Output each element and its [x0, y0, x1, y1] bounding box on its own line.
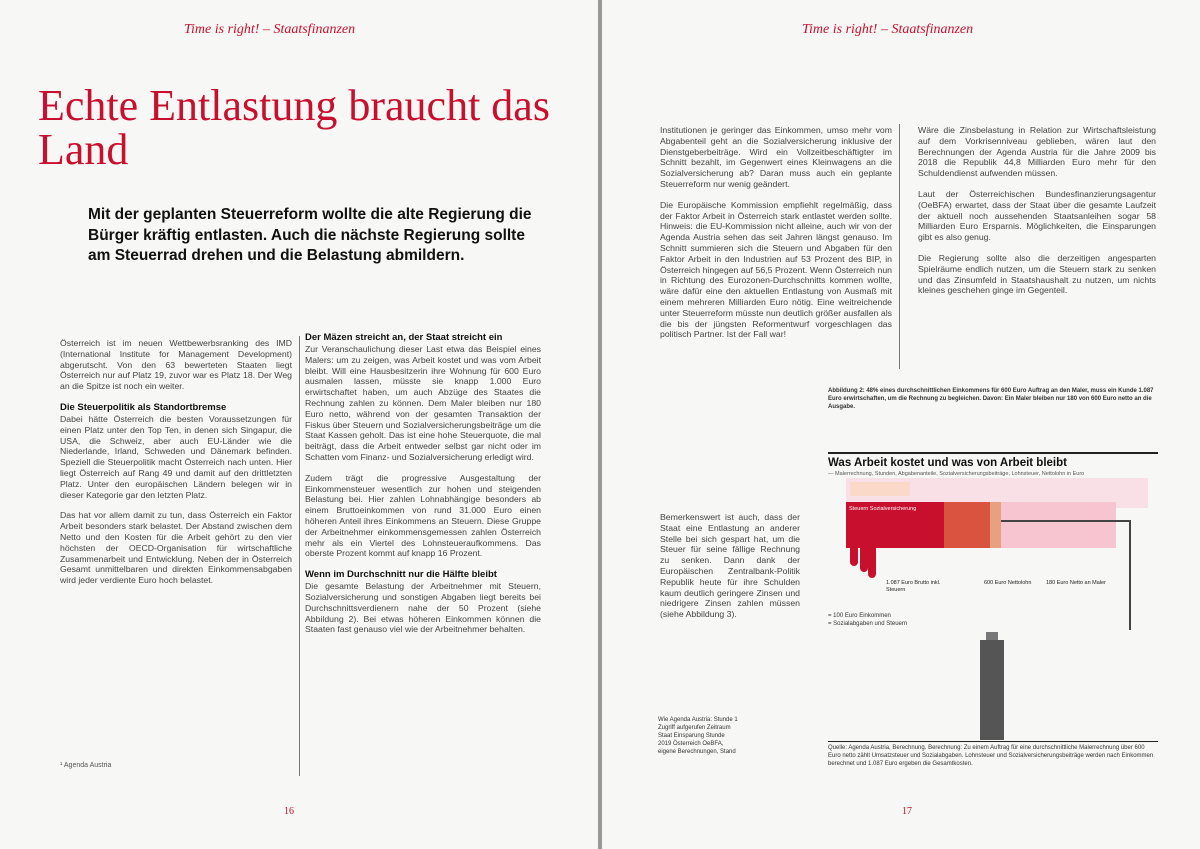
paint-drip [868, 548, 876, 578]
paragraph: Institutionen je geringer das Einkommen, umso mehr vom Abgabenteil geht an die Sozialversicherung inklusive der Dienstgeberbeiträge. Wird ein Vollzeitbeschäftigter im Schnitt bezahlt, im Gegenwert eines Kleinwagens an die Sozialversicherung ab? Daran muss auch ein geplante Steuerreform nur wenig geändert. [660, 125, 892, 189]
page-number: 17 [902, 806, 912, 817]
paint-drip [860, 548, 868, 572]
subheading: Wenn im Durchschnitt nur die Hälfte bleibt [305, 569, 497, 581]
figure-caption: Abbildung 2: 48% eines durchschnittlichen Einkommens für 600 Euro Auftrag an den Maler, muss ein Kunde 1.087 Euro erwirtschaften, um die Rechnung zu begleichen. Davon: Ein Maler bleiben nur 180 von 600 Euro netto an die Ausgabe. [828, 388, 1154, 410]
chart-legend [828, 612, 958, 628]
running-title: Time is right! – Staatsfinanzen [184, 22, 356, 37]
chart-subtitle: — Malerrechnung, Stunden, Abgabenanteile, Sozialversicherungsbeiträge, Lohnsteuer, Nettolohn in Euro [828, 471, 1085, 477]
chart-annotation: 1.087 Euro Brutto inkl. Steuern [886, 580, 941, 593]
bar-segment-label: Steuern Sozialversicherung [849, 506, 917, 512]
paragraph: Bemerkenswert ist auch, dass der Staat eine Entlastung an anderer Stelle bei sich gespart hat, um die Steuer für seine fällige Rechnung zu senken. Dann dank der Europäischen Zentralbank-Politik Republik heute für ihre Schulden kaum deutlich geringere Zinsen und niedrigere Zinsen zahlen müssen (siehe Abbildung 3). [660, 512, 800, 620]
bar-segment [990, 502, 1001, 548]
chart-title: Was Arbeit kostet und was von Arbeit bleibt [828, 457, 1067, 469]
roller-handle-vertical [1129, 520, 1131, 630]
paragraph: Laut der Österreichischen Bundesfinanzierungsagentur (OeBFA) erwartet, dass der Staat über die gesamte Laufzeit der aktuell noch aussehenden Staatsanleihen sogar 58 Milliarden Euro Ersparnis. Möglichkeiten, die Einsparungen gibt es also genug. [918, 188, 1156, 243]
right-page [602, 0, 1200, 849]
paragraph: Die Regierung sollte also die derzeitigen angesparten Spielräume endlich nutzen, um die Steuern stark zu senken und das Zinsumfeld in Staatshaushalt zu nutzen, um nichts kleines geschehen ginge im Gegenteil. [918, 252, 1156, 296]
paragraph: Das hat vor allem damit zu tun, dass Österreich ein Faktor Arbeit besonders stark belastet. Der Abstand zwischen dem Netto und den Kosten für die Arbeit gehört zu den vier höchsten der OECD-Organisation für wirtschaftliche Zusammenarbeit und Entwicklung. Neben der in Österreich Gesamt unmittelbaren und direkten Einkommensabgaben wird jeder verdiente Euro hoch belastet. [60, 510, 292, 586]
subheading: Die Steuerpolitik als Standortbremse [60, 401, 227, 413]
article-lead: Mit der geplanten Steuerreform wollte die alte Regierung die Bürger kräftig entlasten. Auch die nächste Regierung sollte am Steuerrad drehen und die Belastung abmildern. [88, 206, 532, 264]
chart-label-bg [850, 482, 910, 496]
roller-handle [1001, 520, 1131, 522]
running-title: Time is right! – Staatsfinanzen [802, 22, 974, 37]
chart-annotation: 600 Euro Nettolohn [984, 580, 1032, 586]
column-divider [299, 336, 300, 776]
paint-drip [850, 548, 858, 566]
left-column-1 [60, 338, 292, 596]
paint-roller-illustration [980, 640, 1004, 740]
column-divider [899, 124, 900, 369]
chart-annotation: 180 Euro Netto an Maler [1046, 580, 1106, 586]
paragraph: Die Europäische Kommission empfiehlt regelmäßig, dass der Faktor Arbeit in Österreich stark entlastet werden sollte. Hinweis: die EU-Kommission nicht alleine, auch wir von der Agenda Austria sehen das seit Jahren längst genauso. Im Schnitt summieren sich die Steuern und Abgaben für den Faktor Arbeit in den Industrien auf 53 Prozent des BIP, in Österreich hingegen auf 56,5 Prozent. Wenn Österreich nun in Richtung des Eurozonen-Durchschnitts kommen wollte, wäre dafür eine den aktuellen Entlastung von Ausmaß mit einem mehreren Milliarden Euro nötig. Eine weitreichende unter Steuerreform müsste nun deutlich größer ausfallen als die bis der jüngsten Reformentwurf vorgeschlagen das politisch Partner. Ist der Fall war! [660, 199, 892, 340]
paragraph: Österreich ist im neuen Wettbewerbsranking des IMD (International Institute for Management Development) abgerutscht. Von den 63 bewerteten Staaten liegt Österreich nur auf Platz 19, zuvor war es Platz 18. Der Weg an die Spitze ist noch ein weiter. [60, 338, 292, 392]
right-column-1-tail [660, 512, 800, 630]
article-headline: Echte Entlastung braucht das Land [38, 81, 550, 174]
legend-item: = Sozialabgaben und Steuern [828, 621, 908, 627]
figure-rule [828, 452, 1158, 454]
paragraph: Wäre die Zinsbelastung in Relation zur Wirtschaftsleistung auf dem Vorkrisenniveau geblieben, wären laut den Berechnungen der Agenda Austria für die Jahre 2009 bis 2018 die Republik 44,8 Milliarden Euro mehr für den Schuldendienst aufwenden müssen. [918, 125, 1156, 179]
figure-source: Quelle: Agenda Austria, Berechnung. Berechnung: Zu einem Auftrag für eine durchschnittliche Malerrechnung über 600 Euro netto zählt Umsatzsteuer und Sozialabgaben. Lohnsteuer und Sozialversicherungsbeiträge werden nach Einkommen berechnet und 1.087 Euro ergeben die Gesamtkosten. [828, 745, 1154, 767]
subheading: Der Mäzen streicht an, der Staat streicht ein [305, 332, 503, 343]
side-note: Wie Agenda Austria: Stunde 1 Zugriff aufgerufen Zeitraum Staat Einsparung Stunde 2019 Österreich OeBFA, eigene Berechnungen, Stand [658, 717, 738, 755]
paint-roller-cap [986, 632, 998, 640]
paragraph: Zudem trägt die progressive Ausgestaltung der Einkommensteuer wesentlich zur hohen und steigenden Belastung bei. Hier zahlen Lohnabhängige besonders ab einem Bruttoeinkommen von rund 31.000 Euro einen höheren Anteil ihres Einkommens an Steuern. Diese Gruppe der Arbeitnehmer einkommensgemessen zahlen Österreich mehr als ein Viertel des Lohnsteueraufkommens. Das oberste Prozent kommt auf knapp 16 Prozent. [305, 472, 541, 559]
legend-item: = 100 Euro Einkommen [828, 613, 891, 619]
left-page [0, 0, 598, 849]
right-column-2 [918, 125, 1156, 306]
left-column-2 [305, 332, 541, 645]
paragraph: Zur Veranschaulichung dieser Last etwa das Beispiel eines Malers: um zu zeigen, was Arbeit kostet und was vom Arbeit bleibt. Will eine Hausbesitzerin ihre Wohnung für 600 Euro ausmalen lassen, müsste sie knapp 1.000 Euro erwirtschaftet haben, um auch Abzüge des Staates die Rechnung zahlen zu können. Dem Maler bleiben nur 180 Euro netto, während von der gesamten Transaktion der Fiskus über Steuern und Sozialversicherungsbeiträge um die Staat Kassen geholt. Das ist eine hohe Steuerquote, die mal beiträgt, dass die Arbeit entweder selbst gar nicht oder im Schatten vom Finanz- und Sozialversicherung erledigt wird. [305, 344, 541, 462]
bar-segment [944, 502, 990, 548]
right-column-1 [660, 125, 892, 350]
paragraph: Dabei hätte Österreich die besten Voraussetzungen für einen Platz unter den Top Ten, in denen sich Singapur, die USA, die Schweiz, aber auch EU-Länder wie die Niederlande, Irland, Schweden und Dänemark befinden. Speziell die Steuerpolitik macht Österreich nach unten. Hier liegt Österreich auf Rang 49 und damit auf den drittletzten Platz. Unter den europäischen Ländern belegen wir in dieser Kategorie gar den letzten Platz. [60, 413, 292, 500]
page-number: 16 [284, 806, 294, 817]
figure-bottom-rule [828, 741, 1158, 742]
bar-segment [1001, 502, 1116, 548]
footnote: ¹ Agenda Austria [60, 762, 112, 769]
paragraph: Die gesamte Belastung der Arbeitnehmer mit Steuern, Sozialversicherung und sonstigen Abgaben liegt bereits bei Durchschnittsverdienern nahe der 50 Prozent (siehe Abbildung 2). Bei etwas höheren Einkommen können die Staaten fast genauso viel wie der Arbeitnehmer behalten. [305, 581, 541, 635]
cost-breakdown-chart [846, 466, 1156, 636]
